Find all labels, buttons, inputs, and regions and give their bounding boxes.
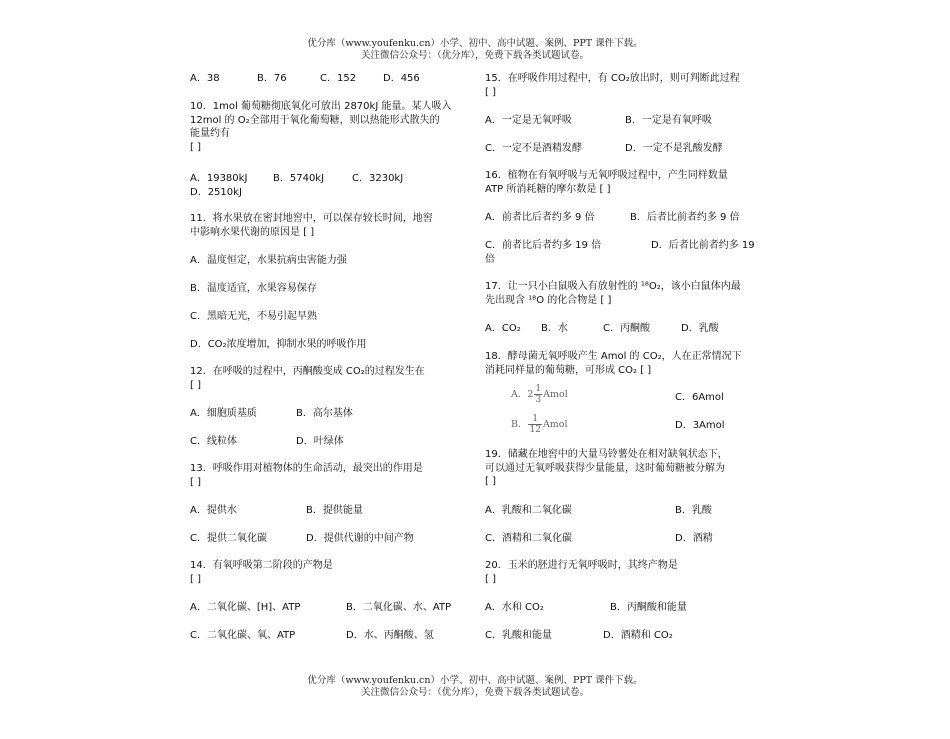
q14-options-row-2: [190, 629, 462, 643]
q16-stem-1: 16．植物在有氧呼吸与无氧呼吸过程中，产生同样数量: [485, 170, 728, 181]
q10-option-a[interactable]: A．19380kJ: [190, 173, 248, 184]
q13-options-row-2: [190, 532, 462, 546]
page-header: [0, 38, 950, 62]
q16-options-row-2: [485, 239, 767, 267]
footer-line-2: 关注微信公众号：（优分库），免费下载各类试题试卷。: [360, 687, 589, 698]
q13-answer-bracket[interactable]: [ ]: [190, 476, 201, 488]
q19-answer-bracket[interactable]: [ ]: [485, 476, 496, 487]
q17-stem-2[interactable]: 先出现含 ¹⁸O 的化合物是 [ ]: [485, 294, 612, 306]
q16-option-d-wrap: 倍: [485, 254, 495, 265]
q13-option-b[interactable]: B．提供能量: [306, 505, 363, 516]
q18-option-a[interactable]: [511, 384, 568, 405]
q18-option-b[interactable]: [511, 414, 568, 435]
question-15: [485, 72, 767, 99]
q18-option-a-numerator: 1: [535, 384, 542, 394]
q18-stem-2[interactable]: 消耗同样量的葡萄糖，可形成 CO₂ [ ]: [485, 364, 652, 376]
q18-option-a-prefix: A．2: [511, 389, 534, 400]
q20-answer-bracket[interactable]: [ ]: [485, 573, 496, 585]
question-10: [190, 100, 462, 154]
q16-option-d[interactable]: D．后者比前者约多 19: [651, 240, 755, 251]
q18-option-b-prefix: B．: [511, 419, 528, 430]
q15-stem-1: 15．在呼吸作用过程中，有 CO₂放出时，则可判断此过程: [485, 73, 740, 84]
q12-option-b[interactable]: B．高尔基体: [296, 408, 353, 419]
header-line-2: 关注微信公众号：（优分库），免费下载各类试题试卷。: [360, 50, 589, 61]
q15-options-row-1: [485, 114, 767, 128]
q10-stem-3: 能量约有: [190, 128, 230, 139]
q19-options-row-2: [485, 532, 767, 546]
q15-option-b[interactable]: B．一定是有氧呼吸: [625, 115, 712, 126]
q19-options-row-1: [485, 504, 767, 518]
q11-stem-1: 11．将水果放在密封地窖中，可以保存较长时间，地窖: [190, 213, 433, 224]
q16-option-c[interactable]: C．前者比后者约多 19 倍: [485, 240, 602, 251]
q11-option-b[interactable]: B．温度适宜，水果容易保存: [190, 283, 317, 294]
q15-option-d[interactable]: D．一定不是乳酸发酵: [625, 143, 723, 154]
q15-option-a[interactable]: A．一定是无氧呼吸: [485, 115, 572, 126]
q11-option-a[interactable]: A．温度恒定，水果抗病虫害能力强: [190, 255, 347, 266]
q13-stem-1: 13．呼吸作用对植物体的生命活动，最突出的作用是: [190, 463, 423, 474]
q13-options-row-1: [190, 504, 462, 518]
q10-stem-1: 10．1mol 葡萄糖彻底氧化可放出 2870kJ 能量。某人吸入: [190, 101, 452, 112]
q12-options-row-2: [190, 435, 462, 449]
q10-option-b[interactable]: B．5740kJ: [273, 173, 325, 184]
question-13: [190, 462, 462, 489]
q18-option-b-fraction: [528, 414, 541, 435]
q20-option-d[interactable]: D．酒精和 CO₂: [603, 630, 673, 641]
q20-option-c[interactable]: C．乳酸和能量: [485, 630, 552, 641]
q12-answer-bracket[interactable]: [ ]: [190, 379, 201, 391]
q11-option-d[interactable]: D．CO₂浓度增加，抑制水果的呼吸作用: [190, 339, 367, 350]
q16-options-row-1: [485, 211, 767, 225]
q10-answer-bracket[interactable]: [ ]: [190, 141, 201, 153]
q16-option-a[interactable]: A．前者比后者约多 9 倍: [485, 212, 595, 223]
q12-options-row-1: [190, 407, 462, 421]
q10-option-c[interactable]: C．3230kJ: [352, 173, 404, 184]
q17-option-d[interactable]: D．乳酸: [681, 323, 719, 334]
q17-options: [485, 322, 767, 336]
q10-stem-2: 12mol 的 O₂全部用于氧化葡萄糖，则以热能形式散失的: [190, 114, 440, 126]
q19-stem-2: 可以通过无氧呼吸获得少量能量，这时葡萄糖被分解为: [485, 462, 725, 474]
q11-stem-2: 中影响水果代谢的原因是 [ ]: [190, 226, 315, 238]
q18-option-d[interactable]: D．3Amol: [675, 420, 725, 431]
q18-option-b-denominator: 12: [529, 425, 541, 435]
q9-option-c[interactable]: C．152: [320, 73, 357, 84]
q14-answer-bracket[interactable]: [ ]: [190, 573, 201, 585]
q19-option-a[interactable]: A．乳酸和二氧化碳: [485, 505, 572, 516]
question-20: [485, 559, 767, 586]
q19-option-c[interactable]: C．酒精和二氧化碳: [485, 533, 572, 544]
q9-option-d[interactable]: D．456: [383, 73, 420, 84]
q14-option-b[interactable]: B．二氧化碳、水、ATP: [346, 602, 452, 613]
q19-option-d[interactable]: D．酒精: [675, 533, 713, 544]
q13-option-d[interactable]: D．提供代谢的中间产物: [306, 533, 414, 544]
q18-options: [485, 384, 767, 454]
question-14: [190, 559, 462, 586]
q18-option-a-fraction: [534, 384, 542, 405]
q19-option-b[interactable]: B．乳酸: [675, 505, 712, 516]
q18-option-b-suffix: Amol: [542, 419, 568, 430]
q12-option-d[interactable]: D．叶绿体: [296, 436, 344, 447]
q12-stem-1: 12．在呼吸的过程中，丙酮酸变成 CO₂的过程发生在: [190, 366, 425, 377]
q13-option-c[interactable]: C．提供二氧化碳: [190, 533, 267, 544]
q18-option-a-suffix: Amol: [543, 389, 568, 400]
q14-options-row-1: [190, 601, 462, 615]
q16-option-b[interactable]: B．后者比前者约多 9 倍: [630, 212, 740, 223]
q20-options-row-2: [485, 629, 767, 643]
q16-stem-2[interactable]: ATP 所消耗糖的摩尔数是 [ ]: [485, 183, 611, 195]
q20-stem-1: 20．玉米的胚进行无氧呼吸时，其终产物是: [485, 560, 678, 571]
q18-option-a-denominator: 3: [535, 395, 542, 405]
q17-option-c[interactable]: C．丙酮酸: [603, 323, 650, 334]
q15-options-row-2: [485, 142, 767, 156]
q17-stem-1: 17．让一只小白鼠吸入有放射性的 ¹⁸O₂，该小白鼠体内最: [485, 281, 741, 292]
q18-option-b-numerator: 1: [528, 414, 541, 425]
q18-option-c[interactable]: C．6Amol: [675, 392, 724, 403]
q12-option-c[interactable]: C．线粒体: [190, 436, 237, 447]
q17-option-a[interactable]: A．CO₂: [485, 323, 521, 334]
footer-line-1: 优分库（www.youfenku.cn）小学、初中、高中试题、案例、PPT 课件下载。: [307, 675, 643, 686]
header-line-1: 优分库（www.youfenku.cn）小学、初中、高中试题、案例、PPT 课件下载。: [307, 38, 643, 49]
q19-stem-1: 19．储藏在地窖中的大量马铃薯处在相对缺氧状态下，: [485, 449, 728, 460]
q10-option-d[interactable]: D．2510kJ: [190, 187, 242, 198]
question-11: [190, 212, 462, 239]
q9-option-a[interactable]: A．38: [190, 73, 220, 84]
q10-options: [190, 172, 462, 200]
q11-option-c[interactable]: C．黑暗无光，不易引起早熟: [190, 311, 317, 322]
q14-stem-1: 14．有氧呼吸第二阶段的产物是: [190, 560, 333, 571]
q20-options-row-1: [485, 601, 767, 615]
q9-option-b[interactable]: B．76: [257, 73, 287, 84]
q20-option-b[interactable]: B．丙酮酸和能量: [610, 602, 687, 613]
q13-option-a[interactable]: A．提供水: [190, 505, 237, 516]
question-19: [485, 448, 767, 489]
question-16: [485, 169, 767, 196]
q18-stem-1: 18．酵母菌无氧呼吸产生 Amol 的 CO₂，人在正常情况下: [485, 351, 742, 362]
question-18: [485, 350, 767, 377]
question-12: [190, 365, 462, 392]
question-17: [485, 280, 767, 307]
q12-option-a[interactable]: A．细胞质基质: [190, 408, 257, 419]
q15-option-c[interactable]: C．一定不是酒精发酵: [485, 143, 582, 154]
page-footer: [0, 675, 950, 699]
q14-option-c[interactable]: C．二氧化碳、氧、ATP: [190, 630, 296, 641]
q9-options: [190, 72, 462, 86]
q20-option-a[interactable]: A．水和 CO₂: [485, 602, 544, 613]
q14-option-a[interactable]: A．二氧化碳、[H]、ATP: [190, 602, 301, 613]
q15-answer-bracket[interactable]: [ ]: [485, 86, 496, 98]
q17-option-b[interactable]: B．水: [541, 323, 568, 334]
q14-option-d[interactable]: D．水、丙酮酸、氢: [346, 630, 434, 641]
